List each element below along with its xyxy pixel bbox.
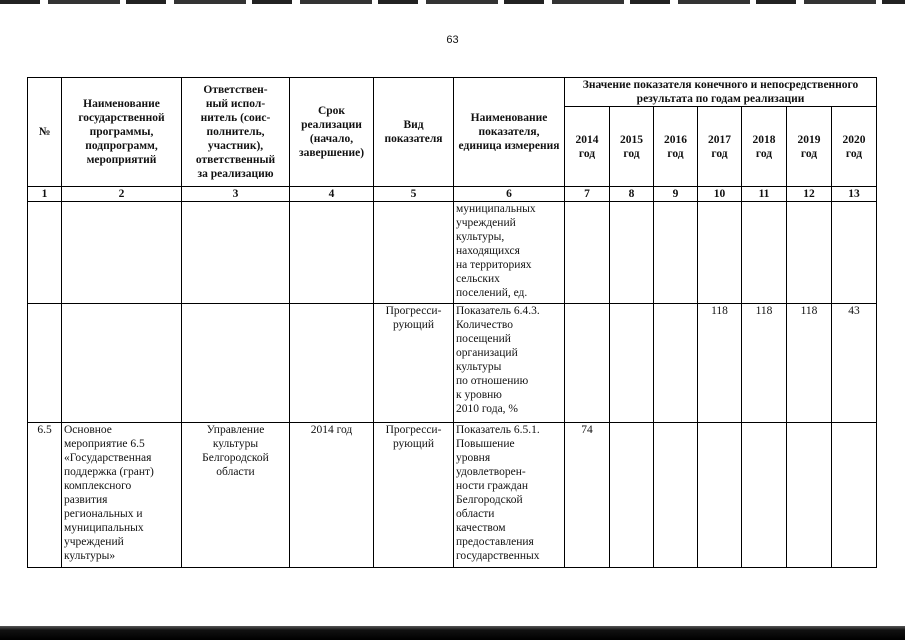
indicator-type <box>374 202 454 304</box>
header-year: 2020 год <box>832 107 877 187</box>
indicator-table <box>27 77 877 568</box>
header-indicator-name: Наименование показателя, единица измерения <box>454 78 565 187</box>
indicator-name: муниципальных учреждений культуры, находящихся на территориях сельских поселений, ед. <box>454 202 565 304</box>
column-number: 6 <box>454 187 565 202</box>
term <box>290 202 374 304</box>
column-number: 13 <box>832 187 877 202</box>
indicator-name: Показатель 6.5.1. Повышение уровня удовлетворен- ности граждан Белгородской области качеством предоставления государственных <box>454 423 565 568</box>
column-number: 1 <box>28 187 62 202</box>
value-cell <box>654 304 698 423</box>
table-row <box>28 304 877 423</box>
value-cell: 118 <box>742 304 787 423</box>
header-year: 2019 год <box>787 107 832 187</box>
value-cell <box>698 423 742 568</box>
value-cell <box>565 202 610 304</box>
value-cell <box>654 423 698 568</box>
header-term: Срок реализации (начало, завершение) <box>290 78 374 187</box>
value-cell <box>565 304 610 423</box>
header-year: 2016 год <box>654 107 698 187</box>
header-year: 2014 год <box>565 107 610 187</box>
value-cell <box>742 423 787 568</box>
value-cell: 74 <box>565 423 610 568</box>
row-number <box>28 304 62 423</box>
value-cell: 118 <box>698 304 742 423</box>
indicator-type: Прогресси- рующий <box>374 304 454 423</box>
value-cell <box>832 423 877 568</box>
table-row <box>28 423 877 568</box>
value-cell <box>787 202 832 304</box>
executor: Управление культуры Белгородской области <box>182 423 290 568</box>
header-year: 2017 год <box>698 107 742 187</box>
row-number <box>28 202 62 304</box>
column-number: 2 <box>62 187 182 202</box>
value-cell <box>832 202 877 304</box>
header-number: № <box>28 78 62 187</box>
value-cell <box>742 202 787 304</box>
value-cell: 118 <box>787 304 832 423</box>
value-cell <box>610 202 654 304</box>
column-number: 4 <box>290 187 374 202</box>
column-number: 7 <box>565 187 610 202</box>
indicator-type: Прогресси- рующий <box>374 423 454 568</box>
row-number: 6.5 <box>28 423 62 568</box>
program-name: Основное мероприятие 6.5 «Государственная поддержка (грант) комплексного развития региональных и муниципальных учреждений культуры» <box>62 423 182 568</box>
header-executor: Ответствен- ный испол- нитель (соис- полнитель, участник), ответственный за реализацию <box>182 78 290 187</box>
column-number-row <box>28 187 877 202</box>
program-name <box>62 202 182 304</box>
program-name <box>62 304 182 423</box>
header-year: 2015 год <box>610 107 654 187</box>
column-number: 5 <box>374 187 454 202</box>
executor <box>182 202 290 304</box>
column-number: 12 <box>787 187 832 202</box>
value-cell: 43 <box>832 304 877 423</box>
page-number: 63 <box>446 34 459 46</box>
column-number: 9 <box>654 187 698 202</box>
column-number: 11 <box>742 187 787 202</box>
term: 2014 год <box>290 423 374 568</box>
table-header <box>28 78 877 187</box>
value-cell <box>787 423 832 568</box>
header-values-group: Значение показателя конечного и непосредственного результата по годам реализации <box>565 78 877 107</box>
value-cell <box>610 304 654 423</box>
executor <box>182 304 290 423</box>
header-program: Наименование государственной программы, подпрограмм, мероприятий <box>62 78 182 187</box>
column-number: 10 <box>698 187 742 202</box>
header-year: 2018 год <box>742 107 787 187</box>
table-row <box>28 202 877 304</box>
term <box>290 304 374 423</box>
value-cell <box>698 202 742 304</box>
column-number: 8 <box>610 187 654 202</box>
header-indicator-type: Вид показателя <box>374 78 454 187</box>
column-number: 3 <box>182 187 290 202</box>
scan-edge-bottom <box>0 626 905 640</box>
value-cell <box>610 423 654 568</box>
scan-edge-top <box>0 0 905 4</box>
indicator-name: Показатель 6.4.3. Количество посещений организаций культуры по отношению к уровню 2010 года, % <box>454 304 565 423</box>
value-cell <box>654 202 698 304</box>
